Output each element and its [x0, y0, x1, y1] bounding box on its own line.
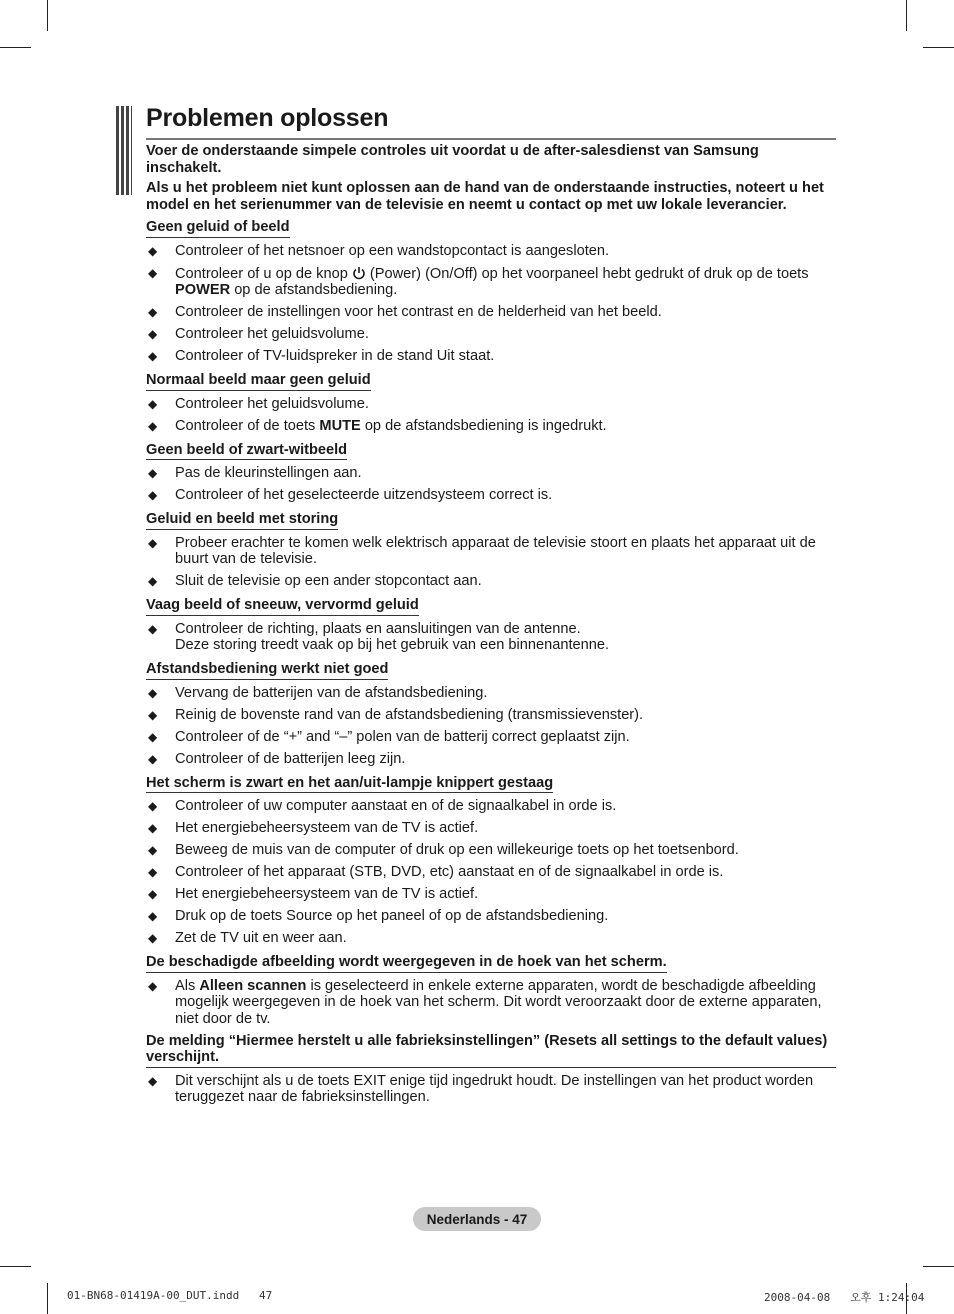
section-heading: Normaal beeld maar geen geluid: [146, 372, 371, 391]
diamond-bullet-icon: ◆: [148, 243, 158, 258]
item-bold-text: MUTE: [319, 417, 361, 434]
list-item: [146, 326, 836, 343]
diamond-bullet-icon: ◆: [148, 887, 158, 901]
item-text: Reinig de bovenste rand van de afstandsbediening (transmissievenster).: [175, 706, 644, 723]
diamond-bullet-icon: ◆: [148, 729, 158, 744]
diamond-bullet-icon: ◆: [148, 978, 158, 993]
list-item: [146, 573, 836, 590]
item-bold-text: POWER: [175, 282, 231, 298]
list-item: [146, 729, 836, 746]
item-text: Controleer de richting, plaats en aansluitingen van de antenne.: [175, 620, 581, 637]
section-heading: Geluid en beeld met storing: [146, 511, 338, 530]
item-text: Pas de kleurinstellingen aan.: [175, 465, 362, 481]
diamond-bullet-icon: ◆: [148, 707, 158, 722]
section-list: [146, 978, 836, 1028]
item-text: Dit verschijnt als u de toets EXIT enige tijd ingedrukt houdt. De instellingen van het product worden teruggezet naar de fabrieksinstellingen.: [175, 1072, 814, 1105]
item-text: Vervang de batterijen van de afstandsbediening.: [175, 684, 488, 701]
list-item: [146, 265, 836, 299]
section-heading: Geen geluid of beeld: [146, 219, 290, 238]
diamond-bullet-icon: ◆: [148, 418, 158, 433]
item-bold-text: Alleen scannen: [199, 977, 307, 994]
item-text: Het energiebeheersysteem van de TV is actief.: [175, 886, 479, 902]
section-list: [146, 685, 836, 768]
title-rule: [146, 138, 836, 140]
section-heading: De beschadigde afbeelding wordt weergegeven in de hoek van het scherm.: [146, 954, 667, 973]
list-item: [146, 930, 836, 947]
item-text: Probeer erachter te komen welk elektrisch apparaat de televisie stoort en plaats het apparaat uit de buurt van de televisie.: [175, 534, 816, 567]
item-text: Controleer of de batterijen leeg zijn.: [175, 750, 406, 767]
item-text: Deze storing treedt vaak op bij het gebruik van een binnenantenne.: [175, 637, 610, 653]
section-list: [146, 243, 836, 365]
item-text: Controleer of het netsnoer op een wandstopcontact is aangesloten.: [175, 242, 610, 259]
list-item: [146, 685, 836, 702]
crop-mark: [923, 47, 954, 48]
list-item: [146, 798, 836, 815]
list-item: [146, 535, 836, 568]
item-text: Het energiebeheersysteem van de TV is actief.: [175, 820, 479, 836]
list-item: [146, 418, 836, 435]
section-heading: Vaag beeld of sneeuw, vervormd geluid: [146, 597, 419, 616]
list-item: [146, 707, 836, 724]
list-item: [146, 820, 836, 837]
document-body: [146, 143, 836, 1111]
list-item: [146, 842, 836, 859]
item-text: Controleer of het geselecteerde uitzendsysteem correct is.: [175, 487, 553, 503]
list-item: [146, 751, 836, 768]
list-item: [146, 886, 836, 903]
diamond-bullet-icon: ◆: [148, 843, 158, 857]
diamond-bullet-icon: ◆: [148, 327, 158, 341]
section-list: [146, 396, 836, 435]
item-text: Controleer of de toets: [175, 417, 320, 434]
diamond-bullet-icon: ◆: [148, 621, 158, 636]
section-list: [146, 621, 836, 654]
diamond-bullet-icon: ◆: [148, 799, 158, 813]
intro-paragraph: Als u het probleem niet kunt oplossen aan de hand van de onderstaande instructies, noteert u het model en het serienummer van de televisie en neemt u contact op met uw lokale leverancier.: [146, 180, 824, 213]
crop-mark: [906, 0, 907, 31]
section-list: [146, 798, 836, 947]
list-item: [146, 978, 836, 1028]
item-text: Controleer of TV-luidspreker in de stand Uit staat.: [175, 348, 495, 364]
list-item: [146, 864, 836, 881]
section-list: [146, 535, 836, 590]
diamond-bullet-icon: ◆: [148, 821, 158, 835]
item-text: Controleer of de “+” and “–” polen van de batterij correct geplaatst zijn.: [175, 728, 630, 745]
item-text: op de afstandsbediening is ingedrukt.: [360, 417, 607, 434]
title-accent-bar: [116, 106, 132, 195]
diamond-bullet-icon: ◆: [148, 1073, 158, 1088]
crop-mark: [923, 1266, 954, 1267]
diamond-bullet-icon: ◆: [148, 865, 158, 879]
item-text: (Power) (On/Off) op het voorpaneel hebt gedrukt of druk op de toets: [365, 265, 809, 282]
print-slug-date: 2008-04-08 오후 1:24:04: [764, 1291, 925, 1304]
item-text: Controleer of het apparaat (STB, DVD, etc) aanstaat en of de signaalkabel in orde is.: [175, 864, 724, 880]
list-item: [146, 621, 836, 654]
print-slug-file: 01-BN68-01419A-00_DUT.indd 47: [67, 1289, 273, 1302]
list-item: [146, 465, 836, 482]
list-item: [146, 908, 836, 925]
section-heading: Geen beeld of zwart-witbeeld: [146, 442, 347, 461]
diamond-bullet-icon: ◆: [148, 305, 158, 319]
diamond-bullet-icon: ◆: [148, 466, 158, 480]
item-text: Zet de TV uit en weer aan.: [175, 930, 347, 946]
item-text: Controleer of uw computer aanstaat en of de signaalkabel in orde is.: [175, 798, 617, 814]
item-text: op de afstandsbediening.: [230, 282, 398, 298]
diamond-bullet-icon: ◆: [148, 488, 158, 502]
diamond-bullet-icon: ◆: [148, 574, 158, 588]
diamond-bullet-icon: ◆: [148, 349, 158, 363]
item-text: Controleer of u op de knop: [175, 265, 352, 282]
power-icon: [352, 265, 366, 282]
crop-mark: [0, 1266, 31, 1267]
diamond-bullet-icon: ◆: [148, 685, 158, 700]
section-list: [146, 465, 836, 504]
intro-paragraph: Voer de onderstaande simpele controles uit voordat u de after-salesdienst van Samsung inschakelt.: [146, 143, 759, 176]
crop-mark: [47, 1283, 48, 1314]
diamond-bullet-icon: ◆: [148, 265, 158, 280]
diamond-bullet-icon: ◆: [148, 396, 158, 411]
list-item: [146, 243, 836, 260]
sections-container: [146, 217, 836, 1106]
item-text: Druk op de toets Source op het paneel of op de afstandsbediening.: [175, 908, 609, 924]
item-text: Controleer het geluidsvolume.: [175, 395, 369, 412]
diamond-bullet-icon: ◆: [148, 931, 158, 945]
diamond-bullet-icon: ◆: [148, 751, 158, 766]
diamond-bullet-icon: ◆: [148, 909, 158, 923]
list-item: [146, 304, 836, 321]
crop-mark: [0, 47, 31, 48]
item-text: Sluit de televisie op een ander stopcontact aan.: [175, 573, 482, 589]
section-heading: De melding “Hiermee herstelt u alle fabrieksinstellingen” (Resets all settings to the default values) verschijnt.: [146, 1033, 836, 1068]
item-text: Als: [175, 977, 200, 994]
list-item: [146, 348, 836, 365]
crop-mark: [47, 0, 48, 31]
list-item: [146, 396, 836, 413]
section-heading: Het scherm is zwart en het aan/uit-lampje knippert gestaag: [146, 775, 553, 794]
section-list: [146, 1073, 836, 1106]
item-text: is geselecteerd in enkele externe apparaten, wordt de beschadigde afbeelding mogelijk weergegeven in de hoek van het scherm. Dit wordt veroorzaakt door de externe apparaten, niet door de tv.: [175, 977, 822, 1027]
list-item: [146, 1073, 836, 1106]
page-number-badge: Nederlands - 47: [413, 1207, 541, 1231]
list-item: [146, 487, 836, 504]
diamond-bullet-icon: ◆: [148, 535, 158, 550]
item-text: Controleer de instellingen voor het contrast en de helderheid van het beeld.: [175, 304, 662, 320]
page-title: Problemen oplossen: [146, 104, 389, 132]
item-text: Beweeg de muis van de computer of druk op een willekeurige toets op het toetsenbord.: [175, 842, 739, 858]
item-text: Controleer het geluidsvolume.: [175, 326, 369, 342]
section-heading: Afstandsbediening werkt niet goed: [146, 661, 388, 680]
